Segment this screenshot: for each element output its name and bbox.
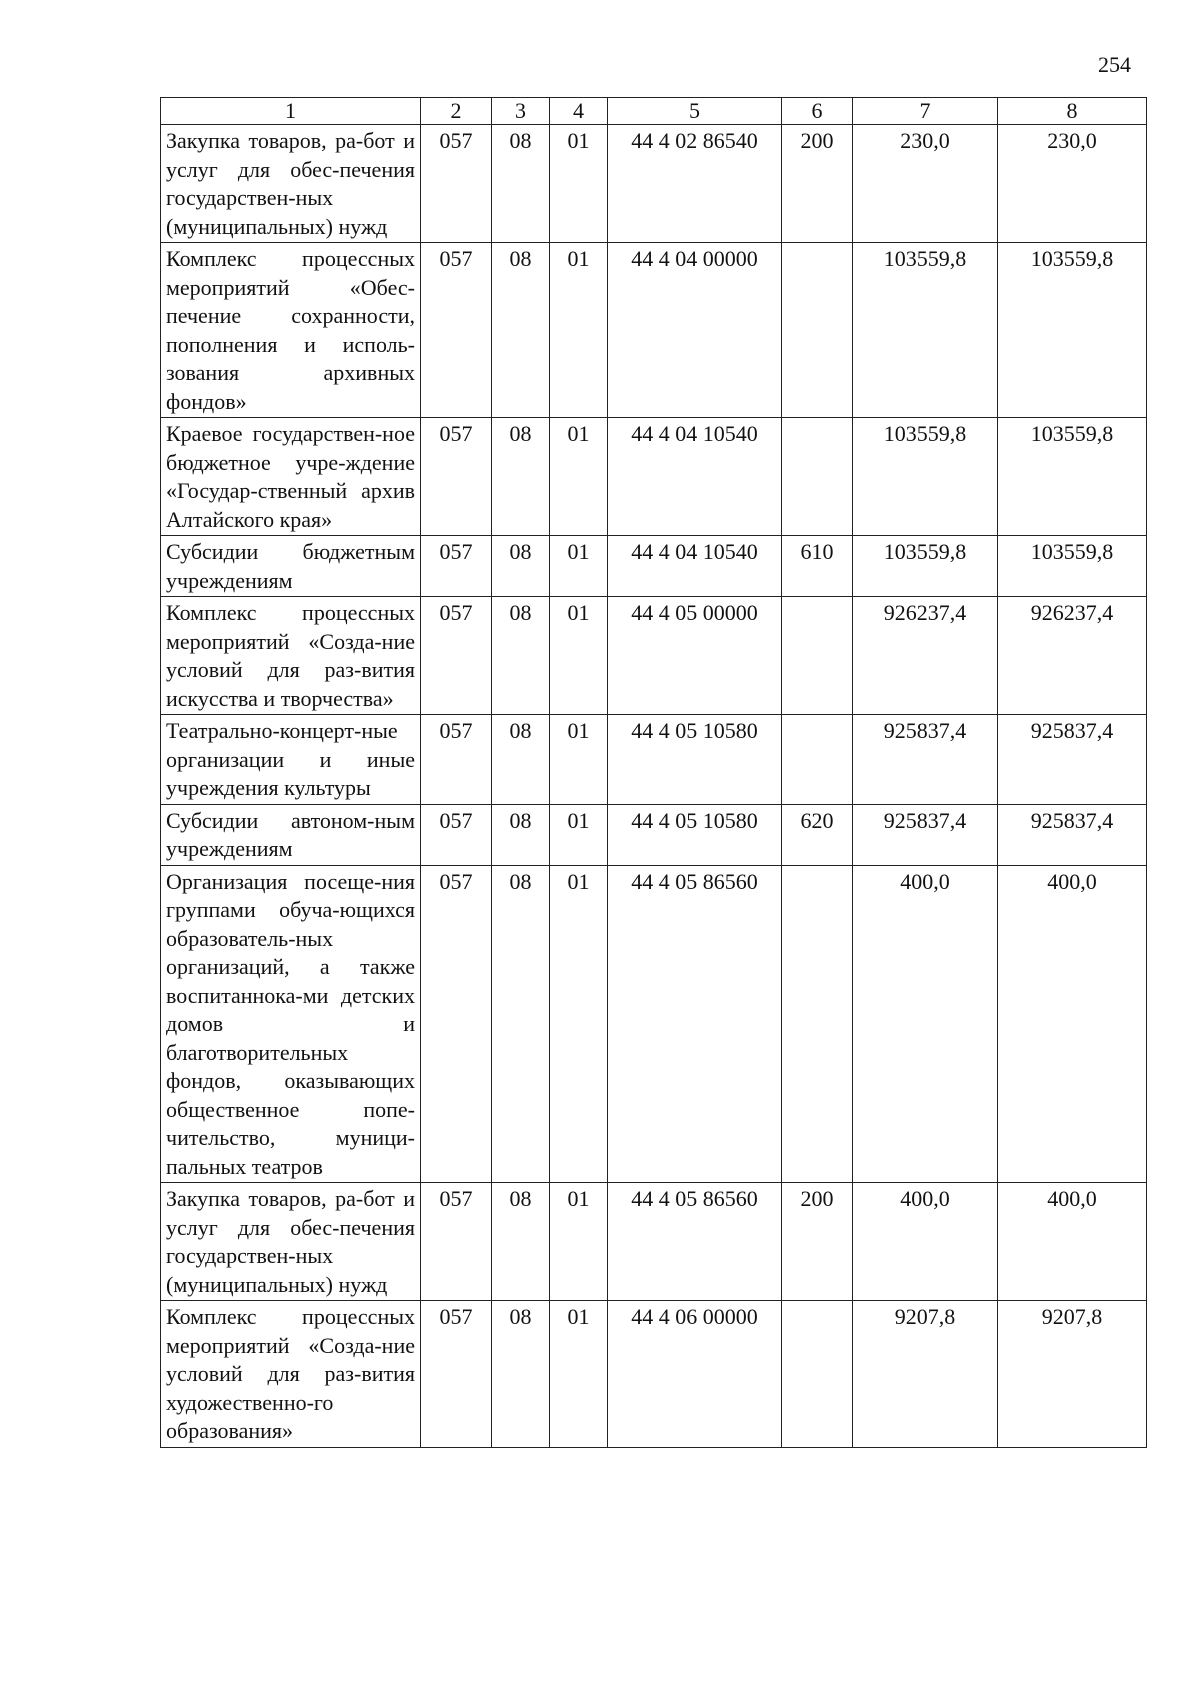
amount-cell: 926237,4 (853, 597, 998, 715)
expense-type-cell (782, 1301, 853, 1448)
table-row (161, 804, 1147, 865)
expense-type-cell: 200 (782, 125, 853, 243)
expense-type-cell (782, 865, 853, 1183)
admin-code-cell: 057 (421, 125, 492, 243)
subsection-cell: 01 (550, 1301, 608, 1448)
expense-type-cell: 200 (782, 1183, 853, 1301)
amount-cell: 925837,4 (853, 715, 998, 805)
expense-type-cell (782, 418, 853, 536)
amount-cell: 925837,4 (998, 804, 1147, 865)
amount-cell: 925837,4 (998, 715, 1147, 805)
amount-cell: 925837,4 (853, 804, 998, 865)
target-article-cell: 44 4 05 00000 (608, 597, 782, 715)
table-body (161, 125, 1147, 1448)
header-row (161, 98, 1147, 125)
column-header: 7 (853, 98, 998, 125)
subsection-cell: 01 (550, 597, 608, 715)
target-article-cell: 44 4 06 00000 (608, 1301, 782, 1448)
amount-cell: 103559,8 (998, 418, 1147, 536)
table-row (161, 597, 1147, 715)
admin-code-cell: 057 (421, 536, 492, 597)
admin-code-cell: 057 (421, 418, 492, 536)
amount-cell: 9207,8 (853, 1301, 998, 1448)
table-row (161, 1183, 1147, 1301)
subsection-cell: 01 (550, 804, 608, 865)
column-header: 4 (550, 98, 608, 125)
target-article-cell: 44 4 02 86540 (608, 125, 782, 243)
section-cell: 08 (492, 715, 550, 805)
subsection-cell: 01 (550, 125, 608, 243)
row-name-cell: Краевое государствен-ное бюджетное учре-ждение «Государ-ственный архив Алтайского края» (161, 418, 421, 536)
section-cell: 08 (492, 1183, 550, 1301)
table-row (161, 536, 1147, 597)
target-article-cell: 44 4 05 10580 (608, 804, 782, 865)
table-row (161, 715, 1147, 805)
amount-cell: 9207,8 (998, 1301, 1147, 1448)
amount-cell: 103559,8 (998, 243, 1147, 418)
row-name-cell: Закупка товаров, ра-бот и услуг для обес-печения государствен-ных (муниципальных) нужд (161, 1183, 421, 1301)
column-header: 6 (782, 98, 853, 125)
admin-code-cell: 057 (421, 1183, 492, 1301)
expense-type-cell: 620 (782, 804, 853, 865)
amount-cell: 103559,8 (853, 243, 998, 418)
target-article-cell: 44 4 05 86560 (608, 1183, 782, 1301)
subsection-cell: 01 (550, 418, 608, 536)
column-header: 5 (608, 98, 782, 125)
section-cell: 08 (492, 418, 550, 536)
target-article-cell: 44 4 04 10540 (608, 536, 782, 597)
admin-code-cell: 057 (421, 1301, 492, 1448)
admin-code-cell: 057 (421, 804, 492, 865)
subsection-cell: 01 (550, 865, 608, 1183)
row-name-cell: Комплекс процессных мероприятий «Созда-ние условий для раз-вития искусства и творчества» (161, 597, 421, 715)
column-header: 8 (998, 98, 1147, 125)
section-cell: 08 (492, 1301, 550, 1448)
column-header: 2 (421, 98, 492, 125)
amount-cell: 400,0 (998, 1183, 1147, 1301)
expense-type-cell (782, 243, 853, 418)
subsection-cell: 01 (550, 1183, 608, 1301)
target-article-cell: 44 4 04 00000 (608, 243, 782, 418)
amount-cell: 926237,4 (998, 597, 1147, 715)
table-row (161, 243, 1147, 418)
section-cell: 08 (492, 125, 550, 243)
row-name-cell: Комплекс процессных мероприятий «Созда-ние условий для раз-вития художественно-го образования» (161, 1301, 421, 1448)
admin-code-cell: 057 (421, 597, 492, 715)
row-name-cell: Субсидии бюджетным учреждениям (161, 536, 421, 597)
subsection-cell: 01 (550, 715, 608, 805)
amount-cell: 103559,8 (853, 418, 998, 536)
column-header: 1 (161, 98, 421, 125)
table-row (161, 865, 1147, 1183)
target-article-cell: 44 4 05 86560 (608, 865, 782, 1183)
subsection-cell: 01 (550, 536, 608, 597)
section-cell: 08 (492, 536, 550, 597)
row-name-cell: Организация посеще-ния группами обуча-ющихся образователь-ных организаций, а также воспитаннока-ми детских домов и благотворительных фондов, оказывающих общественное попе-чительство, муници-пальных театров (161, 865, 421, 1183)
budget-table (160, 97, 1147, 1448)
admin-code-cell: 057 (421, 865, 492, 1183)
amount-cell: 230,0 (998, 125, 1147, 243)
amount-cell: 400,0 (998, 865, 1147, 1183)
table-row (161, 418, 1147, 536)
expense-type-cell: 610 (782, 536, 853, 597)
amount-cell: 230,0 (853, 125, 998, 243)
amount-cell: 103559,8 (998, 536, 1147, 597)
amount-cell: 400,0 (853, 865, 998, 1183)
admin-code-cell: 057 (421, 243, 492, 418)
row-name-cell: Закупка товаров, ра-бот и услуг для обес-печения государствен-ных (муниципальных) нужд (161, 125, 421, 243)
section-cell: 08 (492, 597, 550, 715)
section-cell: 08 (492, 865, 550, 1183)
section-cell: 08 (492, 243, 550, 418)
table-row (161, 125, 1147, 243)
target-article-cell: 44 4 05 10580 (608, 715, 782, 805)
table-row (161, 1301, 1147, 1448)
amount-cell: 400,0 (853, 1183, 998, 1301)
column-header: 3 (492, 98, 550, 125)
amount-cell: 103559,8 (853, 536, 998, 597)
page-number: 254 (1098, 52, 1131, 77)
expense-type-cell (782, 715, 853, 805)
row-name-cell: Театрально-концерт-ные организации и иные учреждения культуры (161, 715, 421, 805)
admin-code-cell: 057 (421, 715, 492, 805)
target-article-cell: 44 4 04 10540 (608, 418, 782, 536)
expense-type-cell (782, 597, 853, 715)
row-name-cell: Комплекс процессных мероприятий «Обес-печение сохранности, пополнения и исполь-зования архивных фондов» (161, 243, 421, 418)
subsection-cell: 01 (550, 243, 608, 418)
section-cell: 08 (492, 804, 550, 865)
row-name-cell: Субсидии автоном-ным учреждениям (161, 804, 421, 865)
